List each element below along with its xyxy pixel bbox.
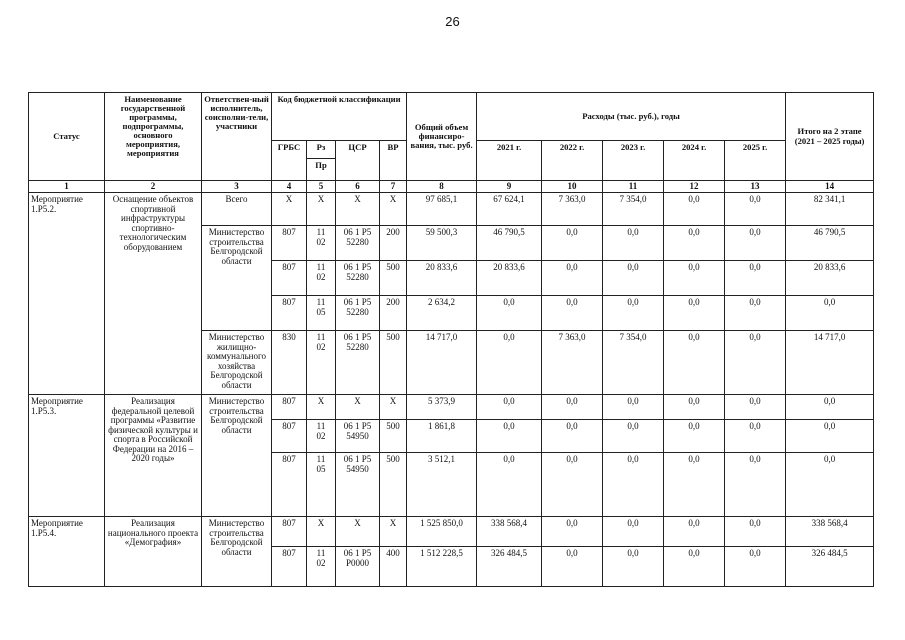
year-2022-cell: 0,0: [542, 226, 603, 261]
column-number: 8: [407, 181, 477, 193]
year-2022-cell: 0,0: [542, 453, 603, 517]
itogo-cell: 0,0: [786, 296, 874, 331]
total-cell: 14 717,0: [407, 331, 477, 395]
header-2022: 2022 г.: [542, 141, 603, 181]
column-number: 7: [380, 181, 407, 193]
year-2023-cell: 0,0: [603, 517, 664, 547]
rz-pr-cell: 11 02: [307, 547, 336, 587]
header-rz: Рз: [307, 141, 336, 159]
year-2021-cell: 0,0: [477, 420, 542, 453]
column-number: 9: [477, 181, 542, 193]
grbs-cell: 807: [272, 226, 307, 261]
budget-table: [28, 92, 874, 587]
year-2023-cell: 0,0: [603, 420, 664, 453]
year-2021-cell: 0,0: [477, 331, 542, 395]
year-2025-cell: 0,0: [725, 226, 786, 261]
csr-cell: 06 1 Р5 52280: [336, 226, 380, 261]
rz-pr-cell: 11 02: [307, 226, 336, 261]
header-csr: ЦСР: [336, 141, 380, 181]
column-number: 10: [542, 181, 603, 193]
column-number: 5: [307, 181, 336, 193]
vr-cell: Х: [380, 193, 407, 226]
year-2025-cell: 0,0: [725, 420, 786, 453]
executor-cell: Министерство строительства Белгородской области: [202, 395, 272, 517]
column-number: 1: [29, 181, 105, 193]
csr-cell: 06 1 Р5 Р0000: [336, 547, 380, 587]
column-number: 3: [202, 181, 272, 193]
itogo-cell: 46 790,5: [786, 226, 874, 261]
grbs-cell: 807: [272, 296, 307, 331]
year-2023-cell: 7 354,0: [603, 193, 664, 226]
year-2022-cell: 7 363,0: [542, 193, 603, 226]
column-number: 4: [272, 181, 307, 193]
year-2025-cell: 0,0: [725, 547, 786, 587]
rz-pr-cell: Х: [307, 395, 336, 420]
executor-cell: Министерство жилищно-коммунального хозяйства Белгородской области: [202, 331, 272, 395]
year-2024-cell: 0,0: [664, 420, 725, 453]
executor-cell: Министерство строительства Белгородской области: [202, 517, 272, 587]
csr-cell: Х: [336, 395, 380, 420]
vr-cell: 200: [380, 296, 407, 331]
total-cell: 20 833,6: [407, 261, 477, 296]
year-2023-cell: 7 354,0: [603, 331, 664, 395]
year-2025-cell: 0,0: [725, 296, 786, 331]
itogo-cell: 20 833,6: [786, 261, 874, 296]
header-total: Общий объем финансиро-вания, тыс. руб.: [407, 93, 477, 181]
csr-cell: 06 1 Р5 54950: [336, 420, 380, 453]
vr-cell: Х: [380, 395, 407, 420]
header-2021: 2021 г.: [477, 141, 542, 181]
year-2025-cell: 0,0: [725, 261, 786, 296]
column-number: 14: [786, 181, 874, 193]
year-2025-cell: 0,0: [725, 517, 786, 547]
itogo-cell: 82 341,1: [786, 193, 874, 226]
rz-pr-cell: Х: [307, 193, 336, 226]
column-number: 13: [725, 181, 786, 193]
year-2023-cell: 0,0: [603, 296, 664, 331]
table-row: [29, 193, 874, 226]
table-row: [29, 395, 874, 420]
column-number: 12: [664, 181, 725, 193]
itogo-cell: 14 717,0: [786, 331, 874, 395]
year-2022-cell: 0,0: [542, 395, 603, 420]
year-2021-cell: 67 624,1: [477, 193, 542, 226]
year-2023-cell: 0,0: [603, 395, 664, 420]
rz-pr-cell: 11 05: [307, 453, 336, 517]
grbs-cell: Х: [272, 193, 307, 226]
year-2024-cell: 0,0: [664, 547, 725, 587]
year-2024-cell: 0,0: [664, 226, 725, 261]
column-numbers-row: [29, 181, 874, 193]
grbs-cell: 807: [272, 261, 307, 296]
year-2024-cell: 0,0: [664, 261, 725, 296]
year-2025-cell: 0,0: [725, 193, 786, 226]
year-2024-cell: 0,0: [664, 395, 725, 420]
total-cell: 1 512 228,5: [407, 547, 477, 587]
name-cell: Реализация национального проекта «Демография»: [105, 517, 202, 587]
vr-cell: Х: [380, 517, 407, 547]
grbs-cell: 807: [272, 547, 307, 587]
year-2022-cell: 0,0: [542, 547, 603, 587]
year-2023-cell: 0,0: [603, 226, 664, 261]
rz-pr-cell: 11 02: [307, 420, 336, 453]
year-2022-cell: 7 363,0: [542, 331, 603, 395]
header-status: Статус: [29, 93, 105, 181]
header-pr: Пр: [307, 159, 336, 181]
header-2024: 2024 г.: [664, 141, 725, 181]
status-cell: Мероприятие 1.Р5.4.: [29, 517, 105, 587]
year-2024-cell: 0,0: [664, 331, 725, 395]
year-2025-cell: 0,0: [725, 395, 786, 420]
total-cell: 1 861,8: [407, 420, 477, 453]
header-2025: 2025 г.: [725, 141, 786, 181]
itogo-cell: 0,0: [786, 395, 874, 420]
executor-cell: Всего: [202, 193, 272, 226]
year-2021-cell: 338 568,4: [477, 517, 542, 547]
year-2021-cell: 46 790,5: [477, 226, 542, 261]
grbs-cell: 830: [272, 331, 307, 395]
grbs-cell: 807: [272, 517, 307, 547]
year-2021-cell: 326 484,5: [477, 547, 542, 587]
csr-cell: 06 1 Р5 52280: [336, 261, 380, 296]
rz-pr-cell: Х: [307, 517, 336, 547]
header-itogo: Итого на 2 этапе (2021 – 2025 годы): [786, 93, 874, 181]
year-2023-cell: 0,0: [603, 261, 664, 296]
year-2023-cell: 0,0: [603, 547, 664, 587]
grbs-cell: 807: [272, 420, 307, 453]
csr-cell: Х: [336, 517, 380, 547]
total-cell: 97 685,1: [407, 193, 477, 226]
header-grbs: ГРБС: [272, 141, 307, 181]
year-2024-cell: 0,0: [664, 296, 725, 331]
csr-cell: 06 1 Р5 52280: [336, 331, 380, 395]
header-vr: ВР: [380, 141, 407, 181]
year-2025-cell: 0,0: [725, 331, 786, 395]
csr-cell: 06 1 Р5 52280: [336, 296, 380, 331]
year-2024-cell: 0,0: [664, 517, 725, 547]
header-2023: 2023 г.: [603, 141, 664, 181]
csr-cell: 06 1 Р5 54950: [336, 453, 380, 517]
name-cell: Оснащение объектов спортивной инфраструктуры спортивно-технологическим оборудованием: [105, 193, 202, 395]
name-cell: Реализация федеральной целевой программы «Развитие физической культуры и спорта в Российской Федерации на 2016 – 2020 годы»: [105, 395, 202, 517]
itogo-cell: 0,0: [786, 453, 874, 517]
vr-cell: 500: [380, 331, 407, 395]
header-budget-code: Код бюджетной классификации: [272, 93, 407, 141]
year-2022-cell: 0,0: [542, 261, 603, 296]
total-cell: 59 500,3: [407, 226, 477, 261]
grbs-cell: 807: [272, 453, 307, 517]
grbs-cell: 807: [272, 395, 307, 420]
vr-cell: 400: [380, 547, 407, 587]
year-2024-cell: 0,0: [664, 453, 725, 517]
rz-pr-cell: 11 02: [307, 331, 336, 395]
executor-cell: Министерство строительства Белгородской области: [202, 226, 272, 331]
year-2022-cell: 0,0: [542, 517, 603, 547]
year-2021-cell: 0,0: [477, 395, 542, 420]
table-body: [29, 193, 874, 587]
column-number: 2: [105, 181, 202, 193]
itogo-cell: 0,0: [786, 420, 874, 453]
year-2021-cell: 0,0: [477, 296, 542, 331]
table-row: [29, 517, 874, 547]
year-2025-cell: 0,0: [725, 453, 786, 517]
itogo-cell: 338 568,4: [786, 517, 874, 547]
total-cell: 1 525 850,0: [407, 517, 477, 547]
vr-cell: 500: [380, 261, 407, 296]
vr-cell: 500: [380, 420, 407, 453]
vr-cell: 200: [380, 226, 407, 261]
total-cell: 2 634,2: [407, 296, 477, 331]
status-cell: Мероприятие 1.Р5.3.: [29, 395, 105, 517]
year-2022-cell: 0,0: [542, 420, 603, 453]
column-number: 6: [336, 181, 380, 193]
year-2023-cell: 0,0: [603, 453, 664, 517]
year-2021-cell: 20 833,6: [477, 261, 542, 296]
total-cell: 5 373,9: [407, 395, 477, 420]
header-executor: Ответствен-ный исполнитель, соисполни-тели, участники: [202, 93, 272, 181]
csr-cell: Х: [336, 193, 380, 226]
column-number: 11: [603, 181, 664, 193]
year-2021-cell: 0,0: [477, 453, 542, 517]
year-2022-cell: 0,0: [542, 296, 603, 331]
status-cell: Мероприятие 1.Р5.2.: [29, 193, 105, 395]
rz-pr-cell: 11 02: [307, 261, 336, 296]
rz-pr-cell: 11 05: [307, 296, 336, 331]
year-2024-cell: 0,0: [664, 193, 725, 226]
vr-cell: 500: [380, 453, 407, 517]
itogo-cell: 326 484,5: [786, 547, 874, 587]
header-expenses: Расходы (тыс. руб.), годы: [477, 93, 786, 141]
header-name: Наименование государственной программы, подпрограммы, основного мероприятия, мероприятия: [105, 93, 202, 181]
total-cell: 3 512,1: [407, 453, 477, 517]
page-number: 26: [445, 14, 460, 29]
